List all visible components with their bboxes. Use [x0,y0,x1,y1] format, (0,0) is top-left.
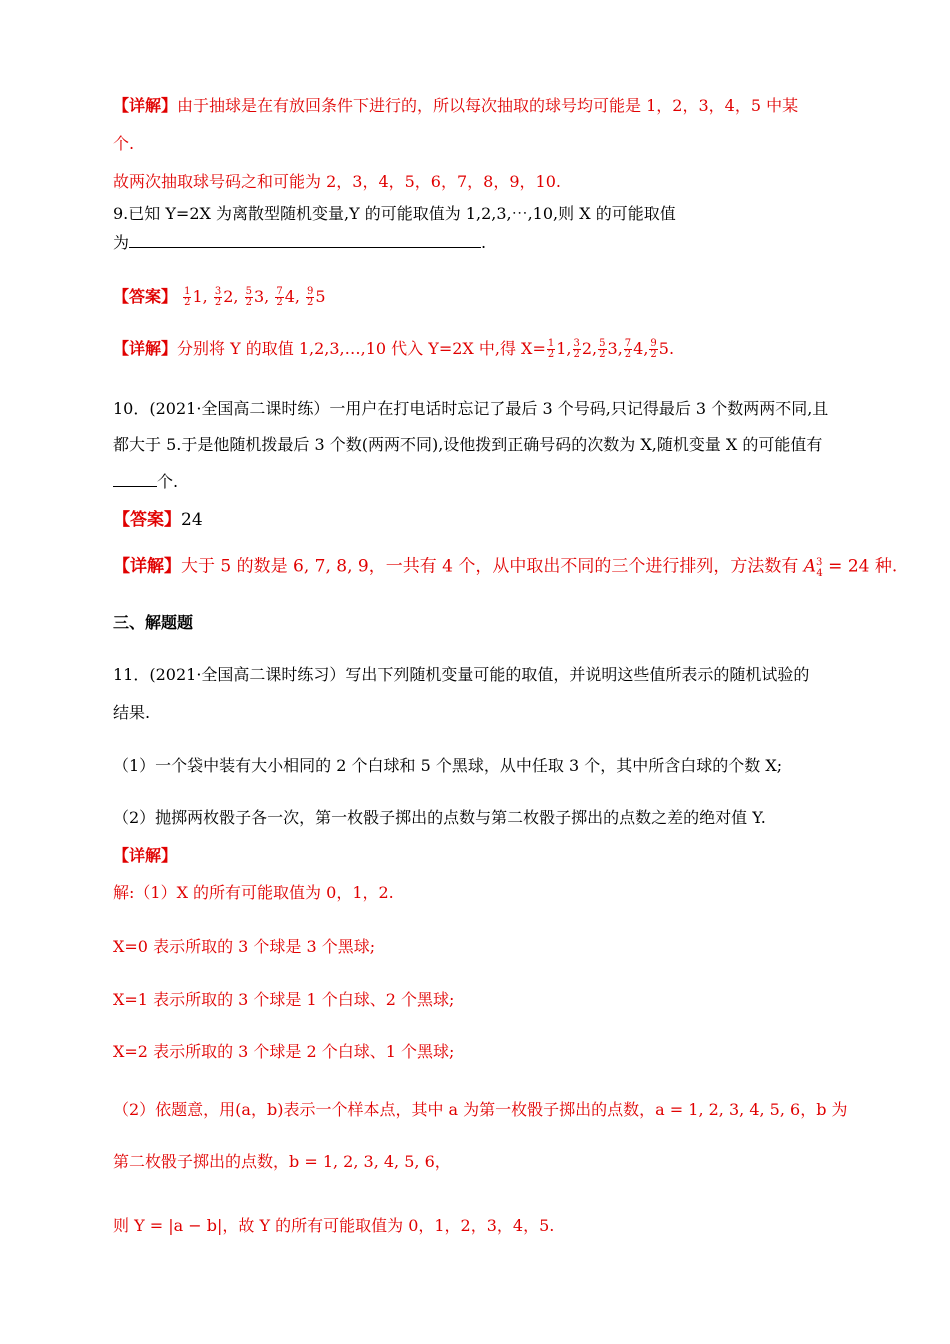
q10-suffix: 个. [157,472,179,491]
solution-line-7: 则 Y = |a − b|，故 Y 的所有可能取值为 0，1，2，3，4，5. [113,1216,555,1235]
fraction: $\frac{3}{2}$ [214,286,222,308]
question-10-line-3 [113,471,178,493]
detail-10-text: 大于 5 的数是 6, 7, 8, 9，一共有 4 个，从中取出不同的三个进行排列，方法数有 [181,556,804,577]
answer-tag: 【答案】 [113,510,181,530]
answer-blank [113,472,157,487]
detail-line-2: 个. [113,134,135,153]
solution-line-2: X=0 表示所取的 3 个球是 3 个黑球; [113,937,376,956]
question-10-line-1: 10．(2021·全国高二课时练）一用户在打电话时忘记了最后 3 个号码,只记得最后 3 个数两两不同,且 [113,399,829,418]
fraction: $\frac{7}{2}$ [276,286,283,308]
detail-9-text: 分别将 Y 的取值 1,2,3,…,10 代入 Y=2X 中,得 X= [177,339,546,358]
fraction: $\frac{1}{2}$ [184,286,191,308]
detail-line-3: 故两次抽取球号码之和可能为 2，3，4，5，6，7，8，9，10. [113,172,561,191]
solution-line-4: X=2 表示所取的 3 个球是 2 个白球、1 个黑球; [113,1042,455,1061]
solution-line-6: 第二枚骰子掷出的点数，b = 1, 2, 3, 4, 5, 6， [113,1152,451,1171]
question-9-line-2 [113,232,486,254]
detail-tag: 【详解】 [113,556,181,577]
fraction: $\frac{1}{2}$ [547,338,555,360]
question-10-line-2: 都大于 5.于是他随机拨最后 3 个数(两两不同),设他拨到正确号码的次数为 X,随机变量 X 的可能值有 [113,435,823,454]
answer-9: 【答案】 $\frac{1}{2}$ 1, $\frac{3}{2}$ 2, $\frac{5}{2}$ 3, $\frac{7}{2}$ 4, $\frac{9}{2}$ 5 [113,286,326,308]
detail-10 [113,552,897,585]
fraction: $\frac{5}{2}$ [245,286,252,308]
detail-10-tail: = 24 种. [822,556,898,577]
answer-tag: 【答案】 [113,287,178,306]
detail-9-tail: 5. [658,339,675,358]
section-title: 三、解题题 [113,613,194,632]
answer-value: 24 [181,510,203,530]
solution-line-5: （2）依题意，用(a，b)表示一个样本点，其中 a 为第一枚骰子掷出的点数，a = 1, 2, 3, 4, 5, 6，b 为 [113,1100,848,1119]
question-9-line-1: 9.已知 Y=2X 为离散型随机变量,Y 的可能取值为 1,2,3,⋯,10,则 X 的可能取值 [113,204,676,223]
answer-10 [113,509,203,531]
q9-prefix: 为 [113,233,130,252]
detail-text: 由于抽球是在有放回条件下进行的，所以每次抽取的球号均可能是 1，2，3，4，5 中某 [177,96,799,115]
detail-tag: 【详解】 [113,339,178,358]
solution-line-3: X=1 表示所取的 3 个球是 1 个白球、2 个黑球; [113,990,455,1009]
detail-line-1 [113,95,798,117]
detail-11-tag: 【详解】 [113,846,178,865]
q9-suffix: . [481,233,487,252]
detail-tag: 【详解】 [113,96,178,115]
fraction: $\frac{9}{2}$ [307,286,314,308]
solution-line-1: 解:（1）X 的所有可能取值为 0，1，2. [113,883,394,902]
question-11-line-2: 结果. [113,703,151,722]
question-11-part-2: （2）抛掷两枚骰子各一次，第一枚骰子掷出的点数与第二枚骰子掷出的点数之差的绝对值 Y. [113,808,766,827]
detail-9: 【详解】分别将 Y 的取值 1,2,3,…,10 代入 Y=2X 中,得 X= $\frac{1}{2}$ 1, $\frac{3}{2}$ 2, $\frac{5}{2}$ 3, $\frac{7}{2}$ 4, $\frac{9}{2}$ 5. [113,338,675,360]
permutation-symbol: $A^3_4$ [803,556,823,580]
question-11-part-1: （1）一个袋中装有大小相同的 2 个白球和 5 个黑球，从中任取 3 个，其中所含白球的个数 X; [113,756,783,775]
fraction: $\frac{3}{2}$ [573,338,580,360]
answer-blank [129,233,481,248]
fraction: $\frac{7}{2}$ [624,338,632,360]
question-11-line-1: 11．(2021·全国高二课时练习）写出下列随机变量可能的取值，并说明这些值所表示的随机试验的 [113,665,810,684]
fraction: $\frac{5}{2}$ [599,338,606,360]
fraction: $\frac{9}{2}$ [650,338,657,360]
